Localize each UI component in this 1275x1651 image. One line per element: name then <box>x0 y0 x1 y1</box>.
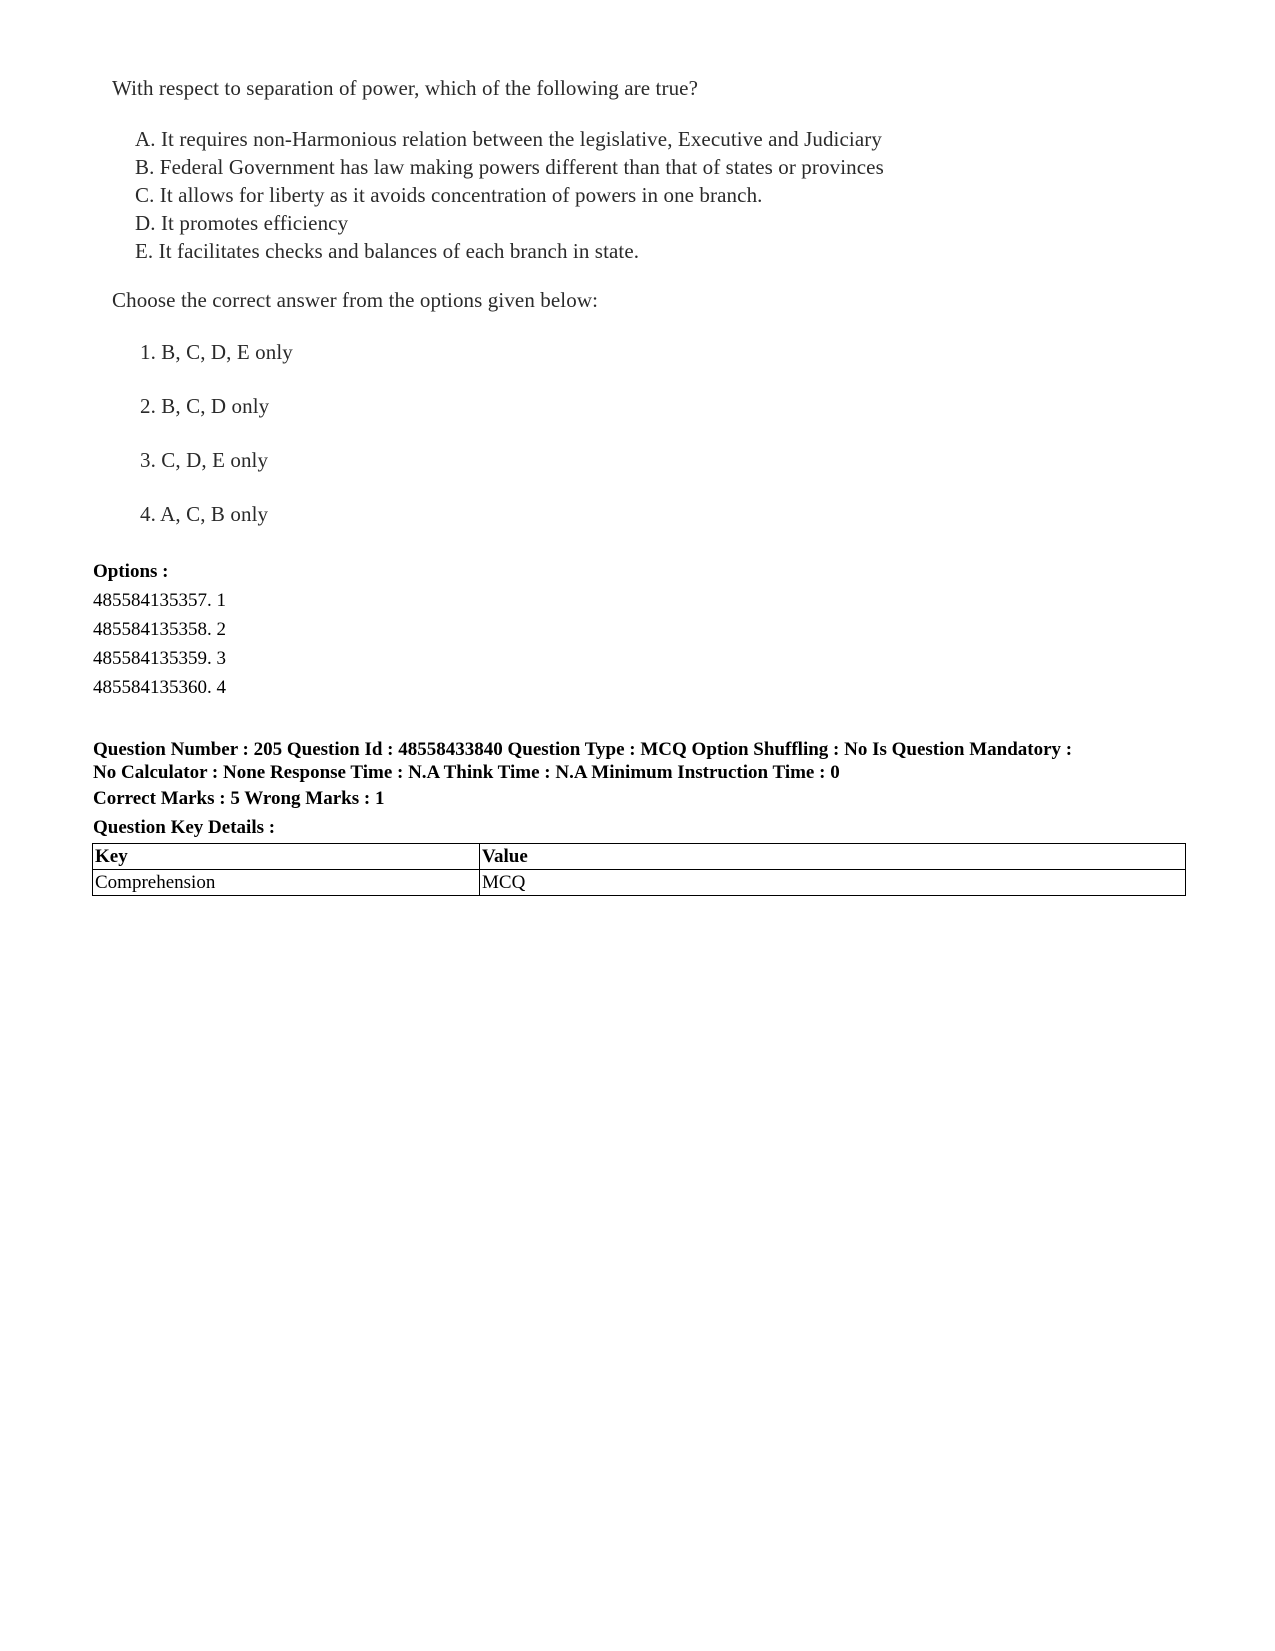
options-heading: Options : <box>93 561 169 582</box>
cell-value: MCQ <box>480 870 1186 896</box>
answer-choice-3: 3. C, D, E only <box>140 448 269 472</box>
header-value: Value <box>480 844 1186 870</box>
question-meta <box>93 738 1193 784</box>
question-meta-line-1: Question Number : 205 Question Id : 48558433840 Question Type : MCQ Option Shuffling : No Is Question Mandatory : <box>93 739 1073 760</box>
statement-d: D. It promotes efficiency <box>135 211 349 235</box>
option-item: 485584135360. 4 <box>93 677 226 698</box>
statement-e: E. It facilitates checks and balances of each branch in state. <box>135 239 640 263</box>
question-image <box>92 60 992 540</box>
answer-choice-2: 2. B, C, D only <box>140 394 270 418</box>
cell-key: Comprehension <box>93 870 480 896</box>
marks-line: Correct Marks : 5 Wrong Marks : 1 <box>93 788 385 809</box>
question-statements <box>135 125 884 265</box>
answer-choice-1: 1. B, C, D, E only <box>140 340 293 364</box>
option-item: 485584135358. 2 <box>93 619 226 640</box>
table-row <box>93 870 1186 896</box>
question-meta-line-2: No Calculator : None Response Time : N.A Think Time : N.A Minimum Instruction Time : 0 <box>93 762 840 783</box>
header-key: Key <box>93 844 480 870</box>
choose-prompt: Choose the correct answer from the options given below: <box>112 288 599 312</box>
question-stem: With respect to separation of power, which of the following are true? <box>112 76 699 100</box>
table-header-row <box>93 844 1186 870</box>
option-item: 485584135357. 1 <box>93 590 226 611</box>
answer-choices <box>140 340 293 556</box>
option-item: 485584135359. 3 <box>93 648 226 669</box>
options-block <box>93 557 226 702</box>
statement-c: C. It allows for liberty as it avoids concentration of powers in one branch. <box>135 183 763 207</box>
key-details-title: Question Key Details : <box>93 817 276 838</box>
statement-b: B. Federal Government has law making powers different than that of states or provinces <box>135 155 884 179</box>
answer-choice-4: 4. A, C, B only <box>140 502 269 526</box>
key-details-table <box>92 843 1186 896</box>
statement-a: A. It requires non-Harmonious relation between the legislative, Executive and Judiciary <box>135 127 882 151</box>
